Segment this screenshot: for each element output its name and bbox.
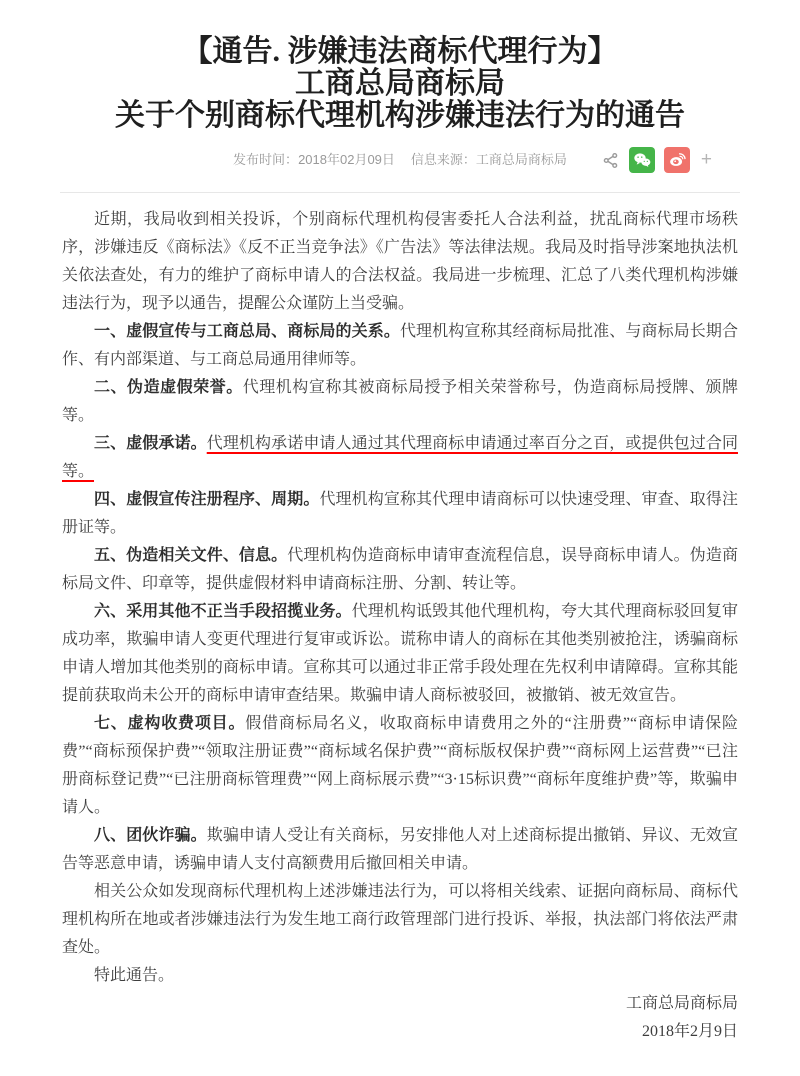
signature-date: 2018年2月9日: [641, 1023, 738, 1040]
item-3-body-underlined: 代理机构承诺申请人通过其代理商标申请通过率百分之百，或提供包过合同等。: [62, 435, 738, 480]
item-4-heading: 四、虚假宣传注册程序、周期。: [94, 491, 320, 508]
item-1-heading: 一、虚假宣传与工商总局、商标局的关系。: [94, 323, 400, 340]
item-4-body: 代理机构宣称其代理申请商标可以快速受理、审查、取得注册证等。: [62, 491, 738, 536]
item-7-body: 假借商标局名义，收取商标申请费用之外的“注册费”“商标申请保险费”“商标预保护费”“领取注册证费”“商标域名保护费”“商标版权保护费”“商标网上运营费”“已注册商标登记费”“已注册商标管理费”“网上商标展示费”“3·15标识费”“商标年度维护费”等，欺骗申请人。: [62, 715, 738, 816]
intro-paragraph: 近期，我局收到相关投诉，个别商标代理机构侵害委托人合法利益，扰乱商标代理市场秩序，涉嫌违反《商标法》《反不正当竞争法》《广告法》等法律法规。我局及时指导涉案地执法机关依法查处，有力的维护了商标申请人的合法权益。我局进一步梳理、汇总了八类代理机构涉嫌违法行为，现予以通告，提醒公众谨防上当受骗。: [62, 211, 738, 312]
meta-row: [0, 145, 800, 175]
violation-item-8: [62, 822, 738, 878]
more-share-icon[interactable]: +: [700, 149, 712, 170]
share-toolbar: [602, 147, 712, 173]
page-title: [0, 0, 800, 132]
publish-time-label: 发布时间：: [233, 152, 299, 167]
item-2-body: 代理机构宣称其被商标局授予相关荣誉称号，伪造商标局授牌、颁牌等。: [62, 379, 738, 424]
violation-item-4: [62, 486, 738, 542]
violation-item-1: [62, 318, 738, 374]
item-6-body: 代理机构诋毁其他代理机构，夸大其代理商标驳回复审成功率，欺骗申请人变更代理进行复审或诉讼。谎称申请人的商标在其他类别被抢注，诱骗商标申请人增加其他类别的商标申请。宣称其可以通过非正常手段处理在先权利申请障碍。宣称其能提前获取尚未公开的商标申请审查结果。欺骗申请人商标被驳回，被撤销、被无效宣告。: [62, 603, 738, 704]
item-8-body: 欺骗申请人受让有关商标，另安排他人对上述商标提出撤销、异议、无效宣告等恶意申请，诱骗申请人支付高额费用后撤回相关申请。: [62, 827, 738, 872]
violation-item-2: [62, 374, 738, 430]
violation-item-7: [62, 710, 738, 822]
final-note: 特此通告。: [94, 967, 175, 984]
violation-item-6: [62, 598, 738, 710]
title-line-3: 关于个别商标代理机构涉嫌违法行为的通告: [115, 99, 685, 132]
item-3-heading: 三、虚假承诺。: [94, 435, 207, 452]
weibo-share-icon[interactable]: [664, 147, 690, 173]
item-5-heading: 五、伪造相关文件、信息。: [94, 547, 288, 564]
item-8-heading: 八、团伙诈骗。: [94, 827, 207, 844]
violation-item-5: [62, 542, 738, 598]
title-line-2: 工商总局商标局: [295, 67, 505, 100]
item-2-heading: 二、伪造虚假荣誉。: [94, 379, 243, 396]
item-6-heading: 六、采用其他不正当手段招揽业务。: [94, 603, 352, 620]
item-5-body: 代理机构伪造商标申请审查流程信息，误导商标申请人。伪造商标局文件、印章等，提供虚假材料申请商标注册、分割、转让等。: [62, 547, 738, 592]
wechat-share-icon[interactable]: [629, 147, 655, 173]
item-1-body: 代理机构宣称其经商标局批准、与商标局长期合作、有内部渠道、与工商总局通用律师等。: [62, 323, 738, 368]
title-line-1: 【通告. 涉嫌违法商标代理行为】: [182, 35, 618, 68]
closing-paragraph: 相关公众如发现商标代理机构上述涉嫌违法行为，可以将相关线索、证据向商标局、商标代理机构所在地或者涉嫌违法行为发生地工商行政管理部门进行投诉、举报，执法部门将依法严肃查处。: [62, 883, 738, 956]
source-value: 工商总局商标局: [475, 152, 567, 167]
article-body: [0, 193, 800, 1076]
violation-item-3: [62, 430, 738, 486]
share-icon[interactable]: [602, 151, 620, 169]
publish-time-value: 2018年02月09日: [298, 152, 395, 167]
source-label: 信息来源：: [410, 152, 476, 167]
item-7-heading: 七、虚构收费项目。: [94, 715, 246, 732]
signature: 工商总局商标局: [625, 995, 738, 1012]
